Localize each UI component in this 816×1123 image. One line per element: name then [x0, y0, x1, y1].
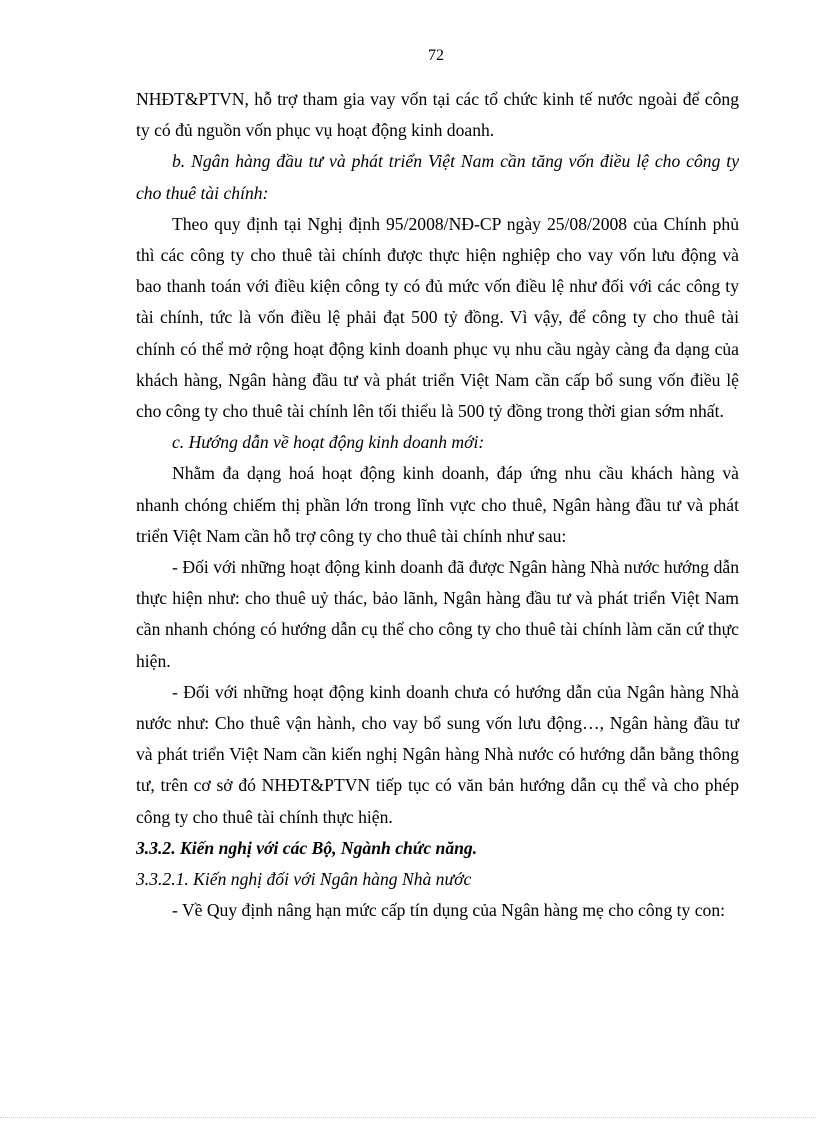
paragraph-decree: Theo quy định tại Nghị định 95/2008/NĐ-CP ngày 25/08/2008 của Chính phủ thì các công ty cho thuê tài chính được thực hiện nghiệp cho vay vốn lưu động và bao thanh toán với điều kiện công ty có đủ mức vốn điều lệ như đối với các công ty tài chính, tức là vốn điều lệ phải đạt 500 tỷ đồng. Vì vậy, để công ty cho thuê tài chính có thể mở rộng hoạt động kinh doanh phục vụ nhu cầu ngày càng đa dạng của khách hàng, Ngân hàng đầu tư và phát triển Việt Nam cần cấp bổ sung vốn điều lệ cho công ty cho thuê tài chính lên tối thiểu là 500 tỷ đồng trong thời gian sớm nhất. — [136, 213, 739, 422]
subheading-b: b. Ngân hàng đầu tư và phát triển Việt Nam cần tăng vốn điều lệ cho công ty cho thuê tài chính: — [136, 151, 739, 203]
page-number: 72 — [428, 47, 444, 64]
bullet-guided-activities: - Đối với những hoạt động kinh doanh đã được Ngân hàng Nhà nước hướng dẫn thực hiện như: cho thuê uỷ thác, bảo lãnh, Ngân hàng đầu tư và phát triển Việt Nam cần nhanh chóng có hướng dẫn cụ thể cho công ty cho thuê tài chính làm căn cứ thực hiện. — [136, 557, 739, 671]
paragraph-diversify: Nhằm đa dạng hoá hoạt động kinh doanh, đáp ứng nhu cầu khách hàng và nhanh chóng chiếm thị phần lớn trong lĩnh vực cho thuê, Ngân hàng đầu tư và phát triển Việt Nam cần hỗ trợ công ty cho thuê tài chính như sau: — [136, 463, 739, 546]
subheading-c: c. Hướng dẫn về hoạt động kinh doanh mới: — [172, 432, 485, 453]
bullet-credit-limit: - Về Quy định nâng hạn mức cấp tín dụng của Ngân hàng mẹ cho công ty con: — [172, 900, 726, 921]
bullet-unguided-activities: - Đối với những hoạt động kinh doanh chưa có hướng dẫn của Ngân hàng Nhà nước như: Cho thuê vận hành, cho vay bổ sung vốn lưu động…, Ngân hàng đầu tư và phát triển Việt Nam cần kiến nghị Ngân hàng Nhà nước có hướng dẫn bằng thông tư, trên cơ sở đó NHĐT&PTVN tiếp tục có văn bản hướng dẫn cụ thể và cho phép công ty cho thuê tài chính thực hiện. — [136, 681, 739, 827]
page-bottom-divider — [0, 1117, 816, 1118]
paragraph-continuation: NHĐT&PTVN, hỗ trợ tham gia vay vốn tại các tổ chức kinh tế nước ngoài để công ty có đủ nguồn vốn phục vụ hoạt động kinh doanh. — [136, 89, 739, 141]
document-body — [136, 84, 739, 926]
section-heading-3-3-2-1: 3.3.2.1. Kiến nghị đối với Ngân hàng Nhà nước — [136, 869, 472, 890]
section-heading-3-3-2: 3.3.2. Kiến nghị với các Bộ, Ngành chức năng. — [136, 837, 478, 858]
